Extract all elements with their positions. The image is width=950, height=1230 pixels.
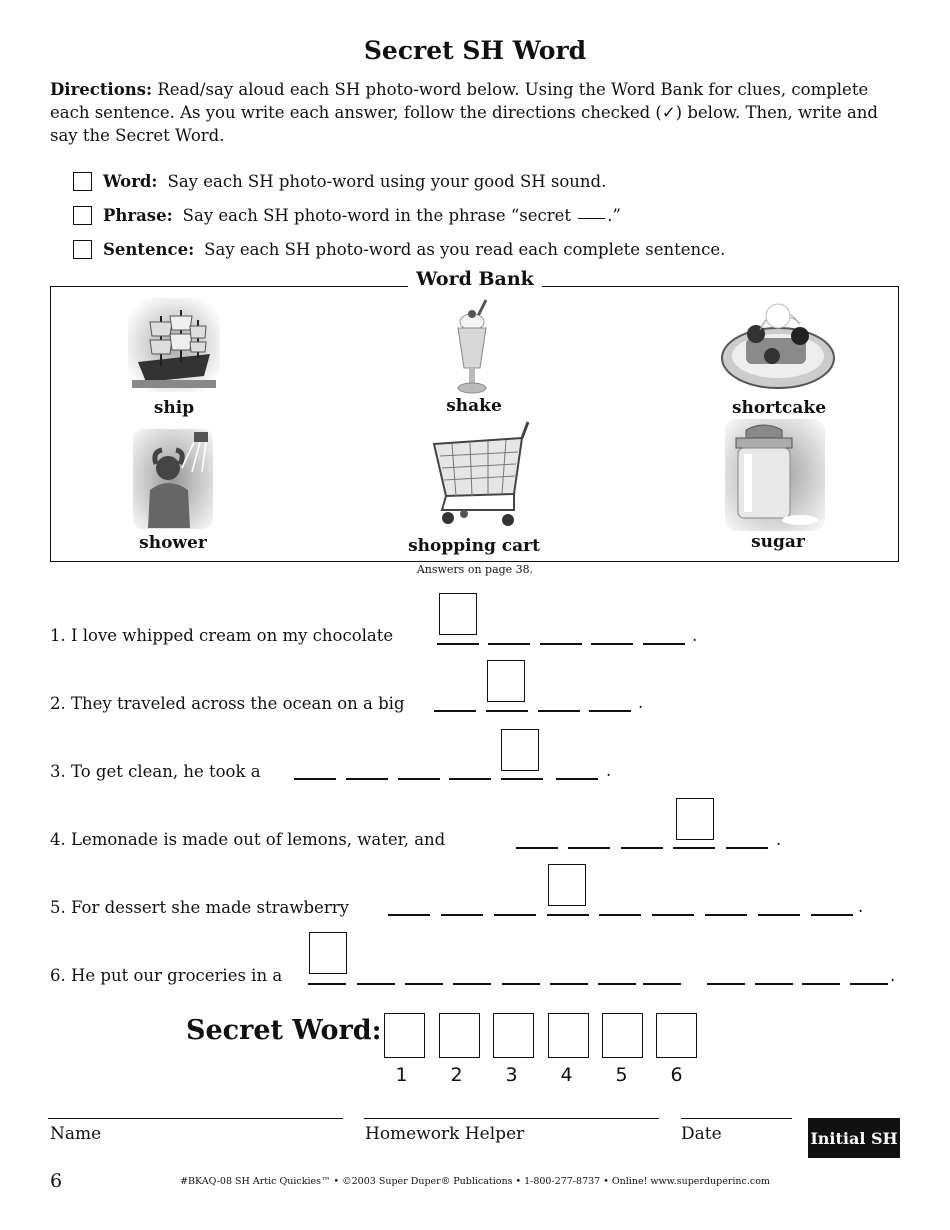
answer-blank[interactable] [357, 983, 395, 985]
page-title: Secret SH Word [363, 36, 587, 65]
option-label: Sentence: [103, 240, 195, 259]
secret-letter-box-2[interactable] [487, 660, 525, 702]
date-label: Date [681, 1124, 722, 1144]
option-label: Word: [103, 172, 158, 191]
answer-blank[interactable] [643, 983, 681, 985]
answer-blank[interactable] [434, 710, 476, 712]
answer-blank[interactable] [589, 710, 631, 712]
secret-word-box-4[interactable] [548, 1013, 589, 1058]
answer-blank[interactable] [540, 643, 582, 645]
secret-word-number: 2 [450, 1064, 463, 1086]
secret-word-box-3[interactable] [493, 1013, 534, 1058]
answer-blank[interactable] [441, 914, 483, 916]
sentence-3: 3. To get clean, he took a [50, 762, 261, 781]
ship-picture [126, 296, 222, 394]
sentence-5: 5. For dessert she made strawberry [50, 898, 349, 917]
answer-blank[interactable] [453, 983, 491, 985]
answer-blank[interactable] [758, 914, 800, 916]
answer-blank[interactable] [556, 778, 598, 780]
directions-text: Read/say aloud each SH photo-word below. Using the Word Bank for clues, complete each sentence. As you write each answer, follow the directions checked (✓) below. Then, write and say the Secret Word. [50, 80, 878, 145]
answer-blank[interactable] [308, 983, 346, 985]
answer-blank[interactable] [502, 983, 540, 985]
directions-label: Directions: [50, 80, 153, 99]
answer-blank[interactable] [707, 983, 745, 985]
answer-blank[interactable] [486, 710, 528, 712]
secret-word-box-1[interactable] [384, 1013, 425, 1058]
answer-blank[interactable] [726, 847, 768, 849]
word-shake: shake [446, 396, 502, 416]
period: . [776, 830, 782, 849]
word-shopping-cart: shopping cart [408, 536, 540, 556]
homework-helper-line[interactable] [364, 1118, 659, 1119]
name-line[interactable] [48, 1118, 343, 1119]
secret-word-box-2[interactable] [439, 1013, 480, 1058]
answer-blank[interactable] [755, 983, 793, 985]
option-text: Say each SH photo-word in the phrase “secret .” [182, 206, 621, 225]
secret-letter-box-1[interactable] [439, 593, 477, 635]
sentence-6: 6. He put our groceries in a [50, 966, 283, 985]
directions [50, 78, 910, 147]
answer-blank[interactable] [643, 643, 685, 645]
word-checkbox[interactable] [73, 172, 92, 191]
secret-word-label: Secret Word: [186, 1015, 382, 1046]
sentence-4: 4. Lemonade is made out of lemons, water, and [50, 830, 446, 849]
date-line[interactable] [681, 1118, 792, 1119]
answer-blank[interactable] [673, 847, 715, 849]
answers-note: Answers on page 38. [416, 563, 534, 576]
shake-picture [446, 298, 502, 396]
answer-blank[interactable] [802, 983, 840, 985]
sugar-picture [724, 418, 826, 532]
period: . [858, 897, 864, 916]
option-text: Say each SH photo-word as you read each complete sentence. [204, 240, 726, 259]
phrase-blank [578, 218, 605, 219]
page-number: 6 [50, 1170, 63, 1192]
answer-blank[interactable] [652, 914, 694, 916]
word-bank-title: Word Bank [0, 268, 950, 290]
answer-blank[interactable] [591, 643, 633, 645]
homework-helper-label: Homework Helper [365, 1124, 525, 1144]
answer-blank[interactable] [599, 914, 641, 916]
word-sugar: sugar [751, 532, 805, 552]
shortcake-picture [720, 294, 838, 392]
answer-blank[interactable] [550, 983, 588, 985]
answer-blank[interactable] [405, 983, 443, 985]
secret-letter-box-4[interactable] [676, 798, 714, 840]
secret-word-number: 1 [395, 1064, 408, 1086]
period: . [638, 693, 644, 712]
option-word [73, 172, 606, 191]
answer-blank[interactable] [705, 914, 747, 916]
sentence-2: 2. They traveled across the ocean on a big [50, 694, 405, 713]
answer-blank[interactable] [516, 847, 558, 849]
sentence-checkbox[interactable] [73, 240, 92, 259]
sentence-1: 1. I love whipped cream on my chocolate [50, 626, 394, 645]
word-ship: ship [153, 398, 195, 418]
initial-sh-badge: Initial SH [808, 1118, 900, 1158]
secret-word-number: 6 [670, 1064, 683, 1086]
answer-blank[interactable] [598, 983, 636, 985]
answer-blank[interactable] [494, 914, 536, 916]
period: . [890, 966, 896, 985]
secret-word-number: 3 [505, 1064, 518, 1086]
answer-blank[interactable] [547, 914, 589, 916]
answer-blank[interactable] [501, 778, 543, 780]
word-shortcake: shortcake [731, 398, 827, 418]
option-label: Phrase: [103, 206, 173, 225]
word-shower: shower [139, 533, 207, 553]
secret-word-number: 4 [560, 1064, 573, 1086]
answer-blank[interactable] [811, 914, 853, 916]
answer-blank[interactable] [388, 914, 430, 916]
option-text: Say each SH photo-word using your good SH sound. [167, 172, 607, 191]
answer-blank[interactable] [398, 778, 440, 780]
answer-blank[interactable] [488, 643, 530, 645]
answer-blank[interactable] [621, 847, 663, 849]
period: . [692, 626, 698, 645]
secret-letter-box-3[interactable] [501, 729, 539, 771]
secret-word-number: 5 [615, 1064, 628, 1086]
secret-letter-box-5[interactable] [548, 864, 586, 906]
answer-blank[interactable] [538, 710, 580, 712]
secret-word-box-6[interactable] [656, 1013, 697, 1058]
name-label: Name [50, 1124, 102, 1144]
shopping-cart-picture [428, 418, 532, 532]
answer-blank[interactable] [346, 778, 388, 780]
option-sentence [73, 240, 725, 259]
secret-word-box-5[interactable] [602, 1013, 643, 1058]
period: . [606, 761, 612, 780]
footer-credits: #BKAQ-08 SH Artic Quickies™ • ©2003 Super Duper® Publications • 1-800-277-8737 • Online! www.superduperinc.com [180, 1176, 770, 1187]
answer-blank[interactable] [437, 643, 479, 645]
answer-blank[interactable] [294, 778, 336, 780]
phrase-checkbox[interactable] [73, 206, 92, 225]
shower-picture [132, 428, 214, 530]
answer-blank[interactable] [449, 778, 491, 780]
secret-letter-box-6[interactable] [309, 932, 347, 974]
answer-blank[interactable] [568, 847, 610, 849]
answer-blank[interactable] [850, 983, 888, 985]
option-phrase [73, 206, 621, 225]
